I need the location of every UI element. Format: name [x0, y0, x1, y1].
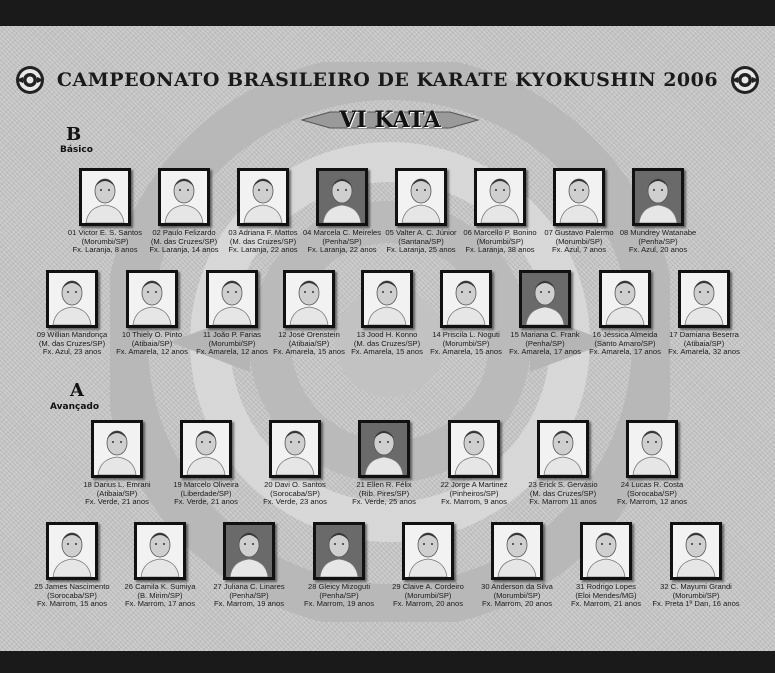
athlete-club: (Morumbi/SP) [442, 338, 490, 348]
athlete-photo [402, 522, 454, 580]
athlete-photo [448, 420, 500, 478]
athlete-club: (Morumbi/SP) [404, 590, 452, 600]
athlete-name: 23 Erick S. Gervásio [528, 480, 598, 489]
athlete-photo [358, 420, 410, 478]
athlete-club: (Penha/SP) [525, 338, 565, 348]
athlete-photo [134, 522, 186, 580]
athlete-belt-age: Fx. Amarela, 12 anos [116, 347, 188, 357]
athlete-name: 29 Claive A. Cordeiro [392, 582, 464, 591]
portrait-image [673, 525, 719, 577]
athlete-caption [649, 583, 743, 609]
portrait-image [129, 273, 175, 325]
athlete-card [611, 168, 705, 255]
athlete-name: 24 Lucas R. Costa [620, 480, 684, 489]
portrait-image [209, 273, 255, 325]
page-title: CAMPEONATO BRASILEIRO DE KARATE KYOKUSHIN 2006 [56, 69, 719, 91]
athlete-photo [223, 522, 275, 580]
athlete-club: (Sorocaba/SP) [270, 488, 320, 498]
bottom-black-bar [0, 651, 775, 673]
athlete-club: (Santo Amaro/SP) [594, 338, 656, 348]
athlete-club: (Morumbi/SP) [672, 590, 720, 600]
athlete-belt-age: Fx. Preta 1º Dan, 16 anos [652, 599, 740, 609]
portrait-image [635, 171, 681, 223]
portrait-image [405, 525, 451, 577]
athlete-belt-age: Fx. Verde, 23 anos [263, 497, 327, 507]
athlete-belt-age: Fx. Marrom, 9 anos [441, 497, 507, 507]
header [0, 62, 775, 98]
portrait-image [629, 423, 675, 475]
athlete-card [381, 522, 475, 609]
athlete-belt-age: Fx. Amarela, 32 anos [668, 347, 740, 357]
athlete-photo [361, 270, 413, 328]
portrait-image [494, 525, 540, 577]
athlete-club: (Sorocaba/SP) [627, 488, 677, 498]
athlete-card [427, 420, 521, 507]
portrait-image [272, 423, 318, 475]
athlete-caption [248, 481, 342, 507]
athlete-photo [537, 420, 589, 478]
athlete-caption [159, 481, 253, 507]
athlete-club: (Penha/SP) [319, 590, 359, 600]
athlete-belt-age: Fx. Laranja, 8 anos [72, 245, 138, 255]
athlete-card [605, 420, 699, 507]
athlete-name: 13 Jood H. Konno [356, 330, 418, 339]
athlete-belt-age: Fx. Marrom, 19 anos [303, 599, 375, 609]
athlete-name: 11 João P. Farias [203, 330, 261, 339]
athlete-photo [395, 168, 447, 226]
athlete-club: (Pinheiros/SP) [449, 488, 499, 498]
athlete-photo [237, 168, 289, 226]
section-a-label: Avançado [50, 402, 100, 412]
athlete-belt-age: Fx. Marrom, 12 anos [616, 497, 688, 507]
portrait-image [443, 273, 489, 325]
athlete-card [657, 270, 751, 357]
athlete-club: (Atibaia/SP) [288, 338, 330, 348]
athlete-name: 06 Marcello P. Bonino [463, 228, 537, 237]
athlete-club: (M. das Cruzes/SP) [229, 236, 297, 246]
athlete-belt-age: Fx. Marrom, 19 anos [213, 599, 285, 609]
athlete-club: (Eloi Mendes/MG) [575, 590, 637, 600]
athlete-photo [491, 522, 543, 580]
portrait-image [286, 273, 332, 325]
top-black-bar [0, 0, 775, 26]
athlete-photo [126, 270, 178, 328]
portrait-image [556, 171, 602, 223]
athlete-club: (Santana/SP) [398, 236, 444, 246]
athlete-belt-age: Fx. Amarela, 17 anos [509, 347, 581, 357]
athlete-name: 27 Juliana C. Linares [213, 582, 285, 591]
athlete-belt-age: Fx. Laranja, 14 anos [149, 245, 219, 255]
athlete-card [292, 522, 386, 609]
athlete-belt-age: Fx. Marrom 11 anos [529, 497, 597, 507]
athlete-name: 19 Marcelo Oliveira [173, 480, 239, 489]
athlete-card [516, 420, 610, 507]
athlete-name: 26 Camila K. Sumiya [124, 582, 196, 591]
athlete-club: (Morumbi/SP) [81, 236, 129, 246]
portrait-image [361, 423, 407, 475]
athlete-belt-age: Fx. Laranja, 25 anos [386, 245, 456, 255]
athlete-name: 17 Damiana Beserra [669, 330, 739, 339]
athlete-photo [79, 168, 131, 226]
portrait-image [49, 525, 95, 577]
athlete-club: (Morumbi/SP) [555, 236, 603, 246]
athlete-photo [519, 270, 571, 328]
athlete-photo [316, 168, 368, 226]
athlete-belt-age: Fx. Azul, 7 anos [551, 245, 607, 255]
section-b-label: Básico [60, 145, 93, 155]
athlete-belt-age: Fx. Amarela, 17 anos [589, 347, 661, 357]
portrait-image [477, 171, 523, 223]
athlete-photo [158, 168, 210, 226]
portrait-image [364, 273, 410, 325]
athlete-photo [46, 522, 98, 580]
athlete-name: 12 José Orenstein [278, 330, 340, 339]
athlete-name: 28 Gleicy Mizoguti [307, 582, 371, 591]
athlete-caption [381, 583, 475, 609]
athlete-name: 21 Ellen R. Félix [356, 480, 412, 489]
athlete-photo [670, 522, 722, 580]
athlete-photo [46, 270, 98, 328]
athlete-name: 01 Victor E. S. Santos [67, 228, 143, 237]
portrait-image [681, 273, 727, 325]
athlete-belt-age: Fx. Marrom, 20 anos [392, 599, 464, 609]
athlete-photo [580, 522, 632, 580]
athlete-photo [440, 270, 492, 328]
athlete-club: (M. das Cruzes/SP) [529, 488, 597, 498]
athlete-caption [202, 583, 296, 609]
athlete-caption [657, 331, 751, 357]
athlete-photo [91, 420, 143, 478]
portrait-image [161, 171, 207, 223]
athlete-caption [337, 481, 431, 507]
portrait-image [94, 423, 140, 475]
portrait-image [540, 423, 586, 475]
athlete-club: (M. das Cruzes/SP) [150, 236, 218, 246]
athlete-belt-age: Fx. Azul, 23 anos [42, 347, 102, 357]
athlete-photo [599, 270, 651, 328]
athlete-photo [632, 168, 684, 226]
athlete-photo [283, 270, 335, 328]
athlete-caption [470, 583, 564, 609]
athlete-name: 30 Anderson da Silva [481, 582, 553, 591]
athlete-photo [269, 420, 321, 478]
athlete-name: 03 Adriana F. Mattos [228, 228, 298, 237]
athlete-card [559, 522, 653, 609]
athlete-name: 08 Mundrey Watanabe [619, 228, 697, 237]
athlete-caption [516, 481, 610, 507]
athlete-club: (Atibaia/SP) [683, 338, 725, 348]
athlete-card [159, 420, 253, 507]
portrait-image [319, 171, 365, 223]
athlete-club: (B. Mirim/SP) [137, 590, 183, 600]
athlete-name: 22 Jorge A Martinez [440, 480, 508, 489]
athlete-name: 15 Mariana C. Frank [510, 330, 580, 339]
athlete-belt-age: Fx. Verde, 21 anos [85, 497, 149, 507]
kanku-logo-icon [730, 65, 760, 95]
subtitle-banner [300, 104, 480, 136]
athlete-club: (Morumbi/SP) [493, 590, 541, 600]
athlete-belt-age: Fx. Marrom, 15 anos [36, 599, 108, 609]
athlete-name: 32 C. Mayumi Grandi [660, 582, 732, 591]
athlete-card [649, 522, 743, 609]
portrait-image [82, 171, 128, 223]
portrait-image [602, 273, 648, 325]
athlete-name: 31 Rodrigo Lopes [576, 582, 636, 591]
athlete-belt-age: Fx. Verde, 25 anos [352, 497, 416, 507]
athlete-club: (Sorocaba/SP) [47, 590, 97, 600]
athlete-name: 09 Willian Mandonça [36, 330, 108, 339]
portrait-image [49, 273, 95, 325]
athlete-caption [70, 481, 164, 507]
athlete-club: (Penha/SP) [229, 590, 269, 600]
athlete-club: (Liberdade/SP) [180, 488, 232, 498]
athlete-caption [292, 583, 386, 609]
portrait-image [137, 525, 183, 577]
athlete-club: (Rib. Pires/SP) [358, 488, 410, 498]
portrait-image [316, 525, 362, 577]
athlete-club: (Penha/SP) [322, 236, 362, 246]
athlete-club: (M. das Cruzes/SP) [353, 338, 421, 348]
athlete-belt-age: Fx. Laranja, 22 anos [228, 245, 298, 255]
athlete-caption [611, 229, 705, 255]
athlete-caption [559, 583, 653, 609]
kanku-logo-icon [15, 65, 45, 95]
athlete-photo [180, 420, 232, 478]
athlete-name: 14 Priscila L. Noguti [432, 330, 500, 339]
athlete-caption [25, 583, 119, 609]
athlete-card [248, 420, 342, 507]
athlete-photo [206, 270, 258, 328]
athlete-club: (Penha/SP) [638, 236, 678, 246]
athlete-card [337, 420, 431, 507]
athlete-photo [313, 522, 365, 580]
portrait-image [451, 423, 497, 475]
athlete-card [202, 522, 296, 609]
athlete-belt-age: Fx. Amarela, 15 anos [273, 347, 345, 357]
athlete-belt-age: Fx. Laranja, 38 anos [465, 245, 535, 255]
athlete-card [470, 522, 564, 609]
athlete-card [113, 522, 207, 609]
athlete-name: 18 Darius L. Emrani [83, 480, 151, 489]
athlete-photo [626, 420, 678, 478]
athlete-caption [605, 481, 699, 507]
athlete-belt-age: Fx. Laranja, 22 anos [307, 245, 377, 255]
athlete-belt-age: Fx. Marrom, 20 anos [481, 599, 553, 609]
athlete-caption [427, 481, 521, 507]
athlete-club: (Atibaia/SP) [131, 338, 173, 348]
athlete-card [70, 420, 164, 507]
portrait-image [583, 525, 629, 577]
portrait-image [240, 171, 286, 223]
athlete-photo [474, 168, 526, 226]
athlete-club: (Morumbi/SP) [476, 236, 524, 246]
athlete-caption [113, 583, 207, 609]
athlete-photo [553, 168, 605, 226]
athlete-name: 07 Gustavo Palermo [544, 228, 614, 237]
page-subtitle: VI KATA [339, 107, 441, 133]
athlete-name: 04 Marcela C. Meireles [302, 228, 382, 237]
athlete-name: 05 Valter A. C. Júnior [385, 228, 457, 237]
section-b-letter: B [66, 124, 82, 145]
athlete-name: 20 Davi O. Santos [264, 480, 326, 489]
athlete-photo [678, 270, 730, 328]
athlete-name: 02 Paulo Felizardo [152, 228, 216, 237]
athlete-club: (Morumbi/SP) [208, 338, 256, 348]
athlete-club: (Atibaia/SP) [96, 488, 138, 498]
athlete-name: 25 James Nascimento [34, 582, 110, 591]
portrait-image [183, 423, 229, 475]
athlete-belt-age: Fx. Marrom, 21 anos [570, 599, 642, 609]
section-a-letter: A [70, 380, 84, 401]
athlete-club: (M. das Cruzes/SP) [38, 338, 106, 348]
athlete-belt-age: Fx. Verde, 21 anos [174, 497, 238, 507]
portrait-image [398, 171, 444, 223]
athlete-belt-age: Fx. Marrom, 17 anos [124, 599, 196, 609]
athlete-belt-age: Fx. Amarela, 15 anos [351, 347, 423, 357]
portrait-image [522, 273, 568, 325]
athlete-name: 10 Thiely O. Pinto [121, 330, 183, 339]
athlete-belt-age: Fx. Azul, 20 anos [628, 245, 688, 255]
athlete-belt-age: Fx. Amarela, 15 anos [430, 347, 502, 357]
athlete-card [25, 522, 119, 609]
portrait-image [226, 525, 272, 577]
athlete-name: 16 Jéssica Almeida [592, 330, 658, 339]
athlete-belt-age: Fx. Amarela, 12 anos [196, 347, 268, 357]
